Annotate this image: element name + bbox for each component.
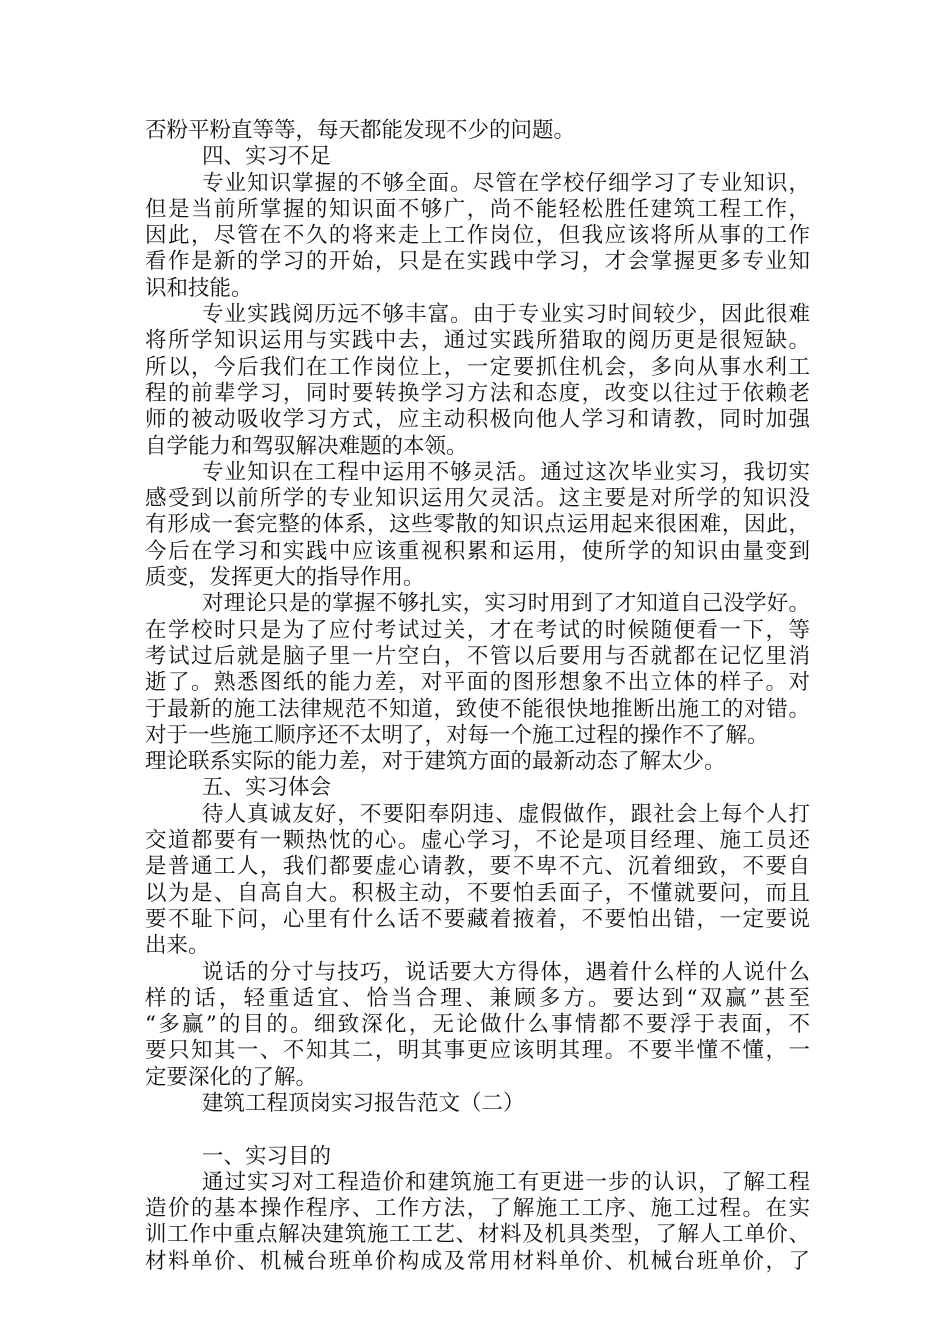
text-line: 要只知其一、不知其二，明其事更应该明其理。不要半懂不懂，一 xyxy=(145,1038,810,1064)
text-line: 材料单价、机械台班单价构成及常用材料单价、机械台班单价，了 xyxy=(145,1248,810,1274)
text-line: 待人真诚友好，不要阳奉阴违、虚假做作，跟社会上每个人打 xyxy=(202,801,810,827)
blank-line xyxy=(145,1117,810,1143)
text-line: 对理论只是的掌握不够扎实，实习时用到了才知道自己没学好。 xyxy=(202,591,810,617)
text-line: 识和技能。 xyxy=(145,275,253,301)
text-line: 今后在学习和实践中应该重视积累和运用，使所学的知识由量变到 xyxy=(145,538,810,564)
text-line: 以为是、自高自大。积极主动，不要怕丢面子，不懂就要问，而且 xyxy=(145,880,810,906)
text-line: 出来。 xyxy=(145,933,210,959)
text-line: 训工作中重点解决建筑施工工艺、材料及机具类型，了解人工单价、 xyxy=(145,1222,810,1248)
section-heading: 一、实习目的 xyxy=(202,1143,332,1169)
section-heading: 四、实习不足 xyxy=(202,144,332,170)
text-line: 专业知识掌握的不够全面。尽管在学校仔细学习了专业知识， xyxy=(202,170,810,196)
text-line: 程的前辈学习，同时要转换学习方法和态度，改变以往过于依赖老 xyxy=(145,380,810,406)
text-line: 要不耻下问，心里有什么话不要藏着掖着，不要怕出错，一定要说 xyxy=(145,906,810,932)
document-body xyxy=(145,118,810,1275)
text-line: 说话的分寸与技巧，说话要大方得体，遇着什么样的人说什么 xyxy=(202,959,810,985)
text-line: 样的话，轻重适宜、恰当合理、兼顾多方。要达到“双赢”甚至 xyxy=(145,985,810,1011)
text-line: 理论联系实际的能力差，对于建筑方面的最新动态了解太少。 xyxy=(145,749,726,775)
text-line: 定要深化的了解。 xyxy=(145,1064,318,1090)
text-line: 但是当前所掌握的知识面不够广，尚不能轻松胜任建筑工程工作， xyxy=(145,196,810,222)
text-line: 是普通工人，我们都要虚心请教，要不卑不亢、沉着细致，不要自 xyxy=(145,854,810,880)
text-line: 通过实习对工程造价和建筑施工有更进一步的认识，了解工程 xyxy=(202,1169,810,1195)
document-subtitle: 建筑工程顶岗实习报告范文（二） xyxy=(202,1090,525,1116)
text-line: 在学校时只是为了应付考试过关，才在考试的时候随便看一下，等 xyxy=(145,617,810,643)
text-line: 专业实践阅历远不够丰富。由于专业实习时间较少，因此很难 xyxy=(202,302,810,328)
text-line: “多赢”的目的。细致深化，无论做什么事情都不要浮于表面，不 xyxy=(145,1012,810,1038)
text-line: 专业知识在工程中运用不够灵活。通过这次毕业实习，我切实 xyxy=(202,459,810,485)
text-line: 于最新的施工法律规范不知道，致使不能很快地推断出施工的对错。 xyxy=(145,696,810,722)
text-line: 将所学知识运用与实践中去，通过实践所猎取的阅历更是很短缺。 xyxy=(145,328,810,354)
text-line: 造价的基本操作程序、工作方法，了解施工工序、施工过程。在实 xyxy=(145,1196,810,1222)
text-line: 所以，今后我们在工作岗位上，一定要抓住机会，多向从事水利工 xyxy=(145,354,810,380)
text-line: 否粉平粉直等等，每天都能发现不少的问题。 xyxy=(145,118,576,143)
text-line: 逝了。熟悉图纸的能力差，对平面的图形想象不出立体的样子。对 xyxy=(145,670,810,696)
text-line: 自学能力和驾驭解决难题的本领。 xyxy=(145,433,468,459)
text-line: 因此，尽管在不久的将来走上工作岗位，但我应该将所从事的工作 xyxy=(145,223,810,249)
text-line: 感受到以前所学的专业知识运用欠灵活。这主要是对所学的知识没 xyxy=(145,486,810,512)
text-line: 考试过后就是脑子里一片空白，不管以后要用与否就都在记忆里消 xyxy=(145,643,810,669)
text-line: 看作是新的学习的开始，只是在实践中学习，才会掌握更多专业知 xyxy=(145,249,810,275)
text-line: 交道都要有一颗热忱的心。虚心学习，不论是项目经理、施工员还 xyxy=(145,828,810,854)
text-line: 对于一些施工顺序还不太明了，对每一个施工过程的操作不了解。 xyxy=(145,722,769,748)
text-line: 有形成一套完整的体系，这些零散的知识点运用起来很困难，因此， xyxy=(145,512,810,538)
section-heading: 五、实习体会 xyxy=(202,775,332,801)
text-line: 师的被动吸收学习方式，应主动积极向他人学习和请教，同时加强 xyxy=(145,407,810,433)
text-line: 质变，发挥更大的指导作用。 xyxy=(145,565,425,591)
